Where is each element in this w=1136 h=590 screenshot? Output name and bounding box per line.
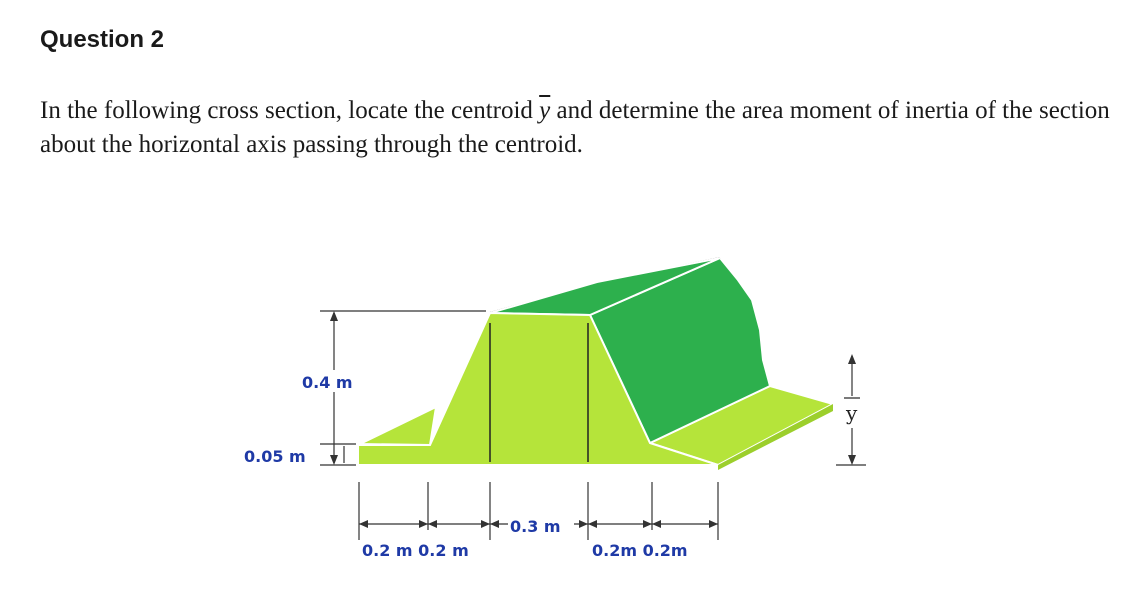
question-text-before: In the following cross section, locate the centroid [40, 97, 540, 124]
bottom-right-label: 0.2m 0.2m [592, 541, 688, 560]
height-label: 0.4 m [302, 373, 353, 392]
trapezoid-solid [358, 258, 833, 470]
centroid-dimension [836, 354, 866, 465]
flange-thickness-dimension [244, 444, 356, 466]
bottom-left-label: 0.2 m 0.2 m [362, 541, 469, 560]
flange-thickness-label: 0.05 m [244, 447, 306, 466]
left-flange-top-face [360, 407, 436, 445]
centroid-symbol: $\overline{y}$ [539, 97, 551, 124]
question-text-after: and determine the area moment of inertia of the section about the horizontal axis passing through the centroid. [40, 97, 1110, 158]
question-heading: Question 2 [40, 26, 165, 53]
top-width-label: 0.3 m [510, 517, 561, 536]
centroid-y-label: y [846, 401, 858, 425]
